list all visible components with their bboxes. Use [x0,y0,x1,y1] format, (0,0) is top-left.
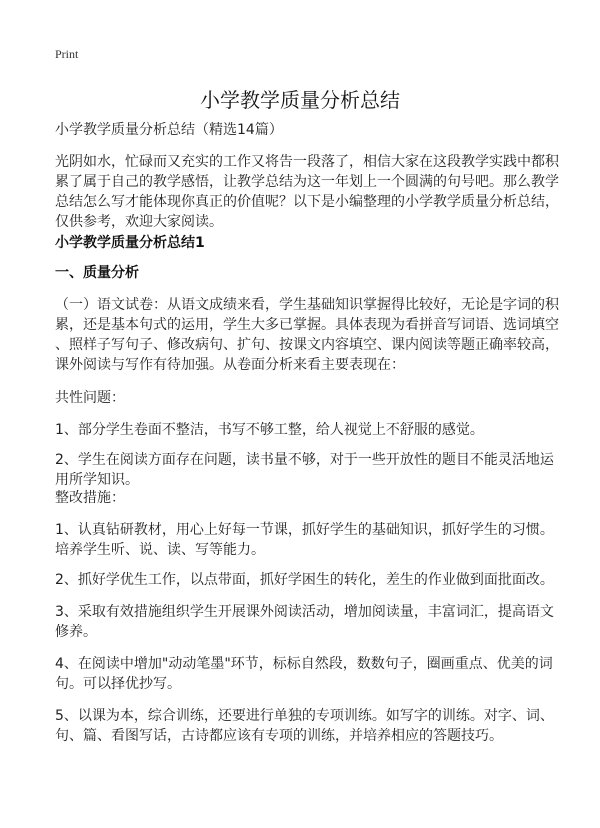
text-line: 培养学生听、说、读、写等能力。 [55,542,265,558]
text-line: 句、篇、看图写话，古诗都应该有专项的训练，并培养相应的答题技巧。 [55,728,503,744]
text-line: 、照样子写句子、修改病句、扩句、按课文内容填空、课内阅读等题正确率较高， [55,337,559,353]
text-line: 累，还是基本句式的运用，学生大多已掌握。具体表现为看拼音写词语、选词填空 [55,317,559,333]
text-line: 3、采取有效措施组织学生开展课外阅读活动，增加阅读量，丰富词汇，提高语文 [55,604,554,620]
measure-item [55,654,555,694]
text-line: 1、认真钻研教材，用心上好每一节课，抓好学生的基础知识，抓好学生的习惯。 [55,522,554,538]
text-line: 2、抓好学优生工作，以点带面，抓好学困生的转化，差生的作业做到面批面改。 [55,572,554,588]
text-line: 仅供参考，欢迎大家阅读。 [55,214,223,230]
page-title: 小学教学质量分析总结 [200,88,400,112]
intro-paragraph [55,152,559,232]
text-line: 句。可以择优抄写。 [55,676,181,692]
text-line: 5、以课为本，综合训练，还要进行单独的专项训练。如写字的训练。对字、词、 [55,708,554,724]
text-line: 课外阅读与写作有待加强。从卷面分析来看主要表现在： [55,357,405,373]
text-line: 累了属于自己的教学感悟，让教学总结为这一年划上一个圆满的句号吧。那么教学 [55,174,559,190]
text-line: 总结怎么写才能体现你真正的价值呢？以下是小编整理的小学教学质量分析总结， [55,194,559,210]
measure-item [55,520,555,560]
text-line: 1、部分学生卷面不整洁，书写不够工整，给人视觉上不舒服的感觉。 [55,422,484,438]
text-line: （一）语文试卷：从语文成绩来看，学生基础知识掌握得比较好，无论是字词的积 [55,297,559,313]
print-link[interactable]: Print [55,47,79,61]
text-line: 光阴如水，忙碌而又充实的工作又将告一段落了，相信大家在这段教学实践中都积 [55,154,559,170]
text-line: 4、在阅读中增加"动动笔墨"环节，标标自然段，数数句子，圈画重点、优美的词 [55,656,553,672]
text-line: 修养。 [55,624,97,640]
subtitle: 小学教学质量分析总结（精选14篇） [55,122,283,138]
chinese-paper-paragraph [55,295,559,375]
section-heading: 小学教学质量分析总结1 [55,235,205,251]
measure-item [55,706,555,746]
text-line: 用所学知识。 [55,472,139,488]
problem-item [55,420,555,440]
measure-item [55,602,555,642]
measure-item [55,570,555,590]
common-problems-label: 共性问题： [55,390,125,406]
measures-label: 整改措施： [55,490,125,506]
text-line: 2、学生在阅读方面存在问题，读书量不够，对于一些开放性的题目不能灵活地运 [55,452,554,468]
sub-heading: 一、质量分析 [55,265,139,281]
problem-item [55,450,555,490]
